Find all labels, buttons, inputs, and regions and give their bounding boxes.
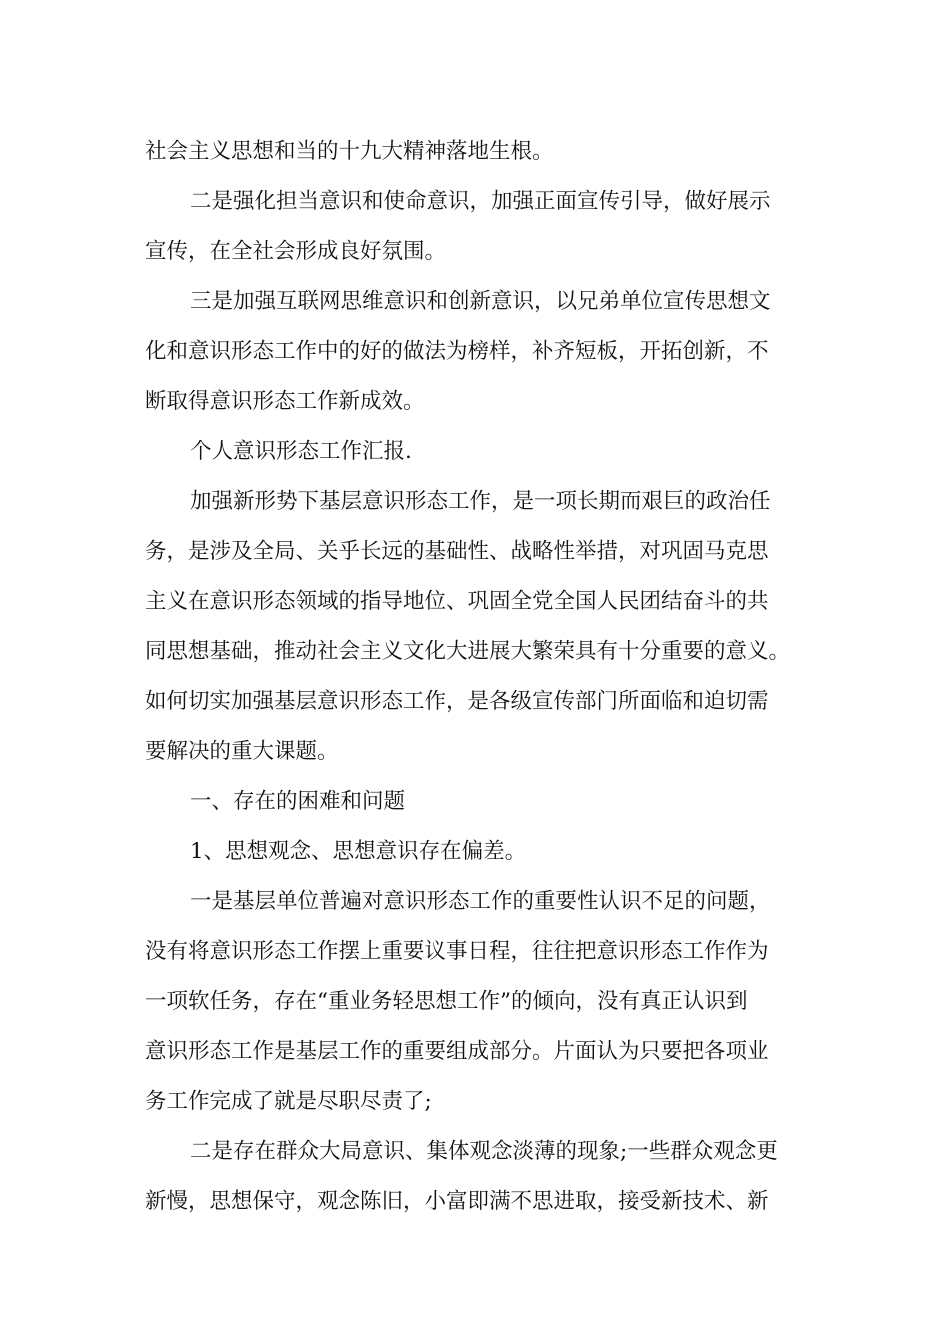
- paragraph-line: 主义在意识形态领域的指导地位、巩固全党全国人民团结奋斗的共: [145, 589, 769, 614]
- paragraph-line: 二是存在群众大局意识、集体观念淡薄的现象;一些群众观念更: [190, 1139, 778, 1164]
- paragraph-line: 断取得意识形态工作新成效。: [145, 389, 425, 414]
- paragraph-line: 一项软任务，存在“重业务轻思想工作”的倾向，没有真正认识到: [145, 989, 748, 1014]
- paragraph-line: 务，是涉及全局、关乎长远的基础性、战略性举措，对巩固马克思: [145, 539, 769, 564]
- paragraph-line: 二是强化担当意识和使命意识，加强正面宣传引导，做好展示: [190, 189, 771, 214]
- paragraph-line: 三是加强互联网思维意识和创新意识，以兄弟单位宣传思想文: [190, 289, 771, 314]
- document-body: [145, 127, 807, 1227]
- paragraph-line: 加强新形势下基层意识形态工作，是一项长期而艰巨的政治任: [190, 489, 771, 514]
- paragraph-line: 同思想基础，推动社会主义文化大进展大繁荣具有十分重要的意义。: [145, 639, 791, 664]
- paragraph-line: 宣传，在全社会形成良好氛围。: [145, 239, 447, 264]
- paragraph-line: 意识形态工作是基层工作的重要组成部分。片面认为只要把各项业: [145, 1039, 769, 1064]
- subsection-heading: 1、思想观念、思想意识存在偏差。: [190, 839, 527, 864]
- section-heading: 个人意识形态工作汇报.: [190, 439, 412, 464]
- paragraph-line: 如何切实加强基层意识形态工作，是各级宣传部门所面临和迫切需: [145, 689, 769, 714]
- paragraph-line: 要解决的重大课题。: [145, 739, 339, 764]
- section-heading: 一、存在的困难和问题: [190, 789, 406, 814]
- paragraph-line: 一是基层单位普遍对意识形态工作的重要性认识不足的问题，: [190, 889, 771, 914]
- paragraph-line: 务工作完成了就是尽职尽责了;: [145, 1089, 432, 1114]
- paragraph-line: 化和意识形态工作中的好的做法为榜样，补齐短板，开拓创新，不: [145, 339, 769, 364]
- paragraph-line: 社会主义思想和当的十九大精神落地生根。: [145, 139, 554, 164]
- paragraph-line: 没有将意识形态工作摆上重要议事日程，往往把意识形态工作作为: [145, 939, 769, 964]
- paragraph-line: 新慢，思想保守，观念陈旧，小富即满不思进取，接受新技术、新: [145, 1189, 769, 1214]
